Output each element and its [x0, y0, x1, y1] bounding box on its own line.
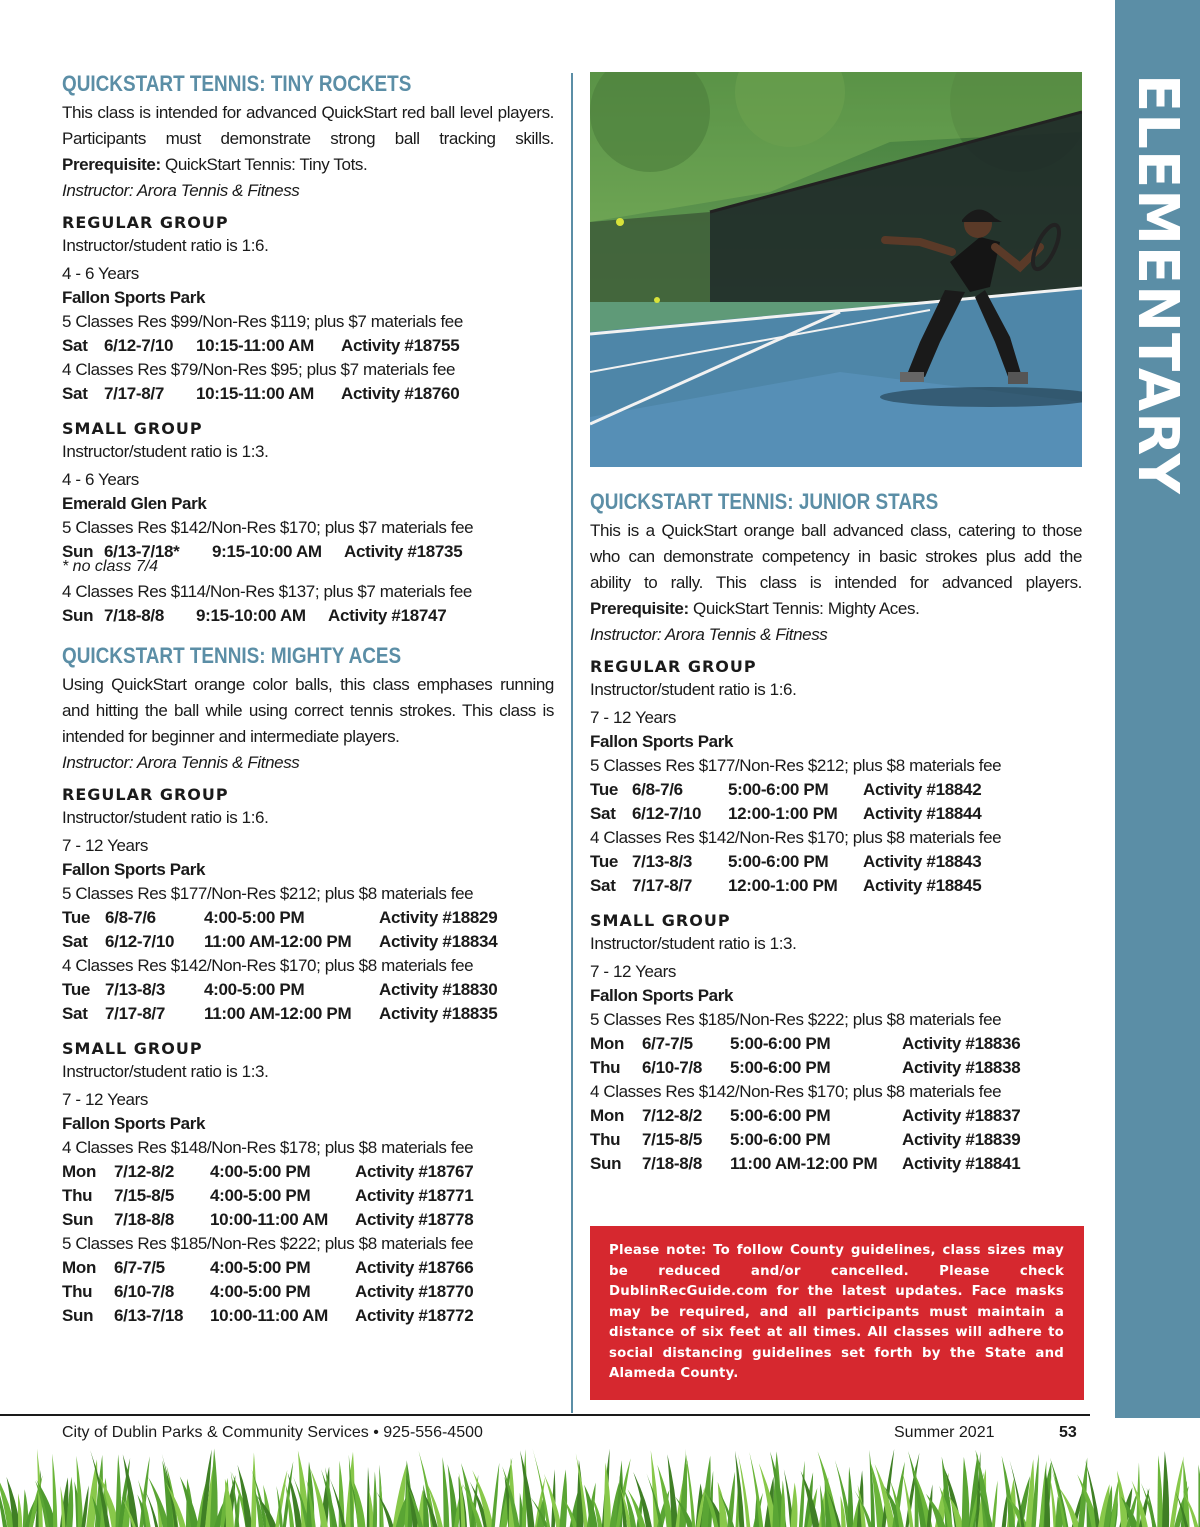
schedule-day: Mon — [62, 1162, 97, 1181]
column-divider — [571, 73, 573, 1413]
grass-decoration — [0, 1448, 1200, 1527]
tiny-rockets-instructor: Instructor: Arora Tennis & Fitness — [62, 181, 300, 200]
schedule-row — [590, 778, 1082, 802]
schedule-day: Thu — [590, 1130, 621, 1149]
schedule-dates: 7/17-8/7 — [105, 1004, 165, 1023]
schedule-day: Thu — [590, 1058, 621, 1077]
tiny-rockets-description — [62, 100, 554, 178]
grass-blade — [377, 1492, 394, 1527]
tiny-rockets-small-fee1: 5 Classes Res $142/Non-Res $170; plus $7 materials fee — [62, 518, 474, 537]
grass-blade — [251, 1453, 256, 1527]
schedule-time: 11:00 AM-12:00 PM — [730, 1154, 878, 1173]
schedule-day: Mon — [62, 1258, 97, 1277]
grass-blade — [18, 1493, 22, 1527]
schedule-dates: 7/18-8/8 — [114, 1210, 174, 1229]
tiny-rockets-small-heading: SMALL GROUP — [62, 419, 203, 438]
schedule-day: Mon — [590, 1034, 625, 1053]
schedule-activity: Activity #18830 — [379, 980, 498, 999]
fee-line: 4 Classes Res $79/Non-Res $95; plus $7 materials fee — [62, 360, 456, 379]
schedule-activity: Activity #18747 — [328, 606, 447, 625]
schedule-day: Thu — [62, 1282, 93, 1301]
schedule-row — [62, 382, 554, 406]
junior-stars-prereq-label: Prerequisite: — [590, 599, 689, 618]
schedule-time: 4:00-5:00 PM — [210, 1258, 311, 1277]
schedule-row — [62, 334, 554, 358]
tiny-rockets-small-age: 4 - 6 Years — [62, 470, 139, 489]
schedule-day: Tue — [62, 980, 91, 999]
junior-stars-regular-schedule — [590, 754, 1082, 898]
mighty-aces-title: QUICKSTART TENNIS: MIGHTY ACES — [62, 643, 402, 668]
junior-stars-small-heading: SMALL GROUP — [590, 911, 731, 930]
schedule-dates: 6/7-7/5 — [114, 1258, 165, 1277]
schedule-row — [590, 1032, 1082, 1056]
junior-stars-small-park: Fallon Sports Park — [590, 986, 734, 1005]
tiny-rockets-small-note: * no class 7/4 — [62, 558, 159, 575]
schedule-row — [590, 1152, 1082, 1176]
footer-season: Summer 2021 — [894, 1424, 995, 1441]
schedule-day: Sat — [62, 932, 88, 951]
tiny-rockets-regular-schedule — [62, 310, 554, 406]
fee-line: 5 Classes Res $177/Non-Res $212; plus $8 materials fee — [590, 756, 1002, 775]
schedule-dates: 7/13-8/3 — [105, 980, 165, 999]
junior-stars-regular-park: Fallon Sports Park — [590, 732, 734, 751]
schedule-row — [62, 1002, 554, 1026]
schedule-day: Sat — [62, 336, 88, 355]
schedule-dates: 7/15-8/5 — [642, 1130, 702, 1149]
grass-blade — [848, 1467, 853, 1527]
tiny-rockets-regular-park: Fallon Sports Park — [62, 288, 206, 307]
fee-line: 5 Classes Res $177/Non-Res $212; plus $8 materials fee — [62, 884, 474, 903]
mighty-aces-regular-park: Fallon Sports Park — [62, 860, 206, 879]
schedule-activity: Activity #18838 — [902, 1058, 1021, 1077]
schedule-day: Sat — [62, 1004, 88, 1023]
schedule-time: 10:15-11:00 AM — [196, 384, 315, 403]
schedule-activity: Activity #18735 — [344, 542, 463, 561]
schedule-time: 5:00-6:00 PM — [728, 852, 829, 871]
junior-stars-regular-ratio: Instructor/student ratio is 1:6. — [590, 680, 797, 699]
schedule-dates: 6/10-7/8 — [114, 1282, 174, 1301]
schedule-row — [590, 850, 1082, 874]
schedule-day: Sun — [590, 1154, 622, 1173]
schedule-row — [62, 930, 554, 954]
schedule-activity: Activity #18829 — [379, 908, 498, 927]
side-tab-title: ELEMENTARY — [1125, 74, 1190, 495]
schedule-activity: Activity #18771 — [355, 1186, 474, 1205]
schedule-dates: 6/12-7/10 — [632, 804, 702, 823]
schedule-activity: Activity #18839 — [902, 1130, 1021, 1149]
schedule-time: 12:00-1:00 PM — [728, 876, 838, 895]
schedule-day: Tue — [62, 908, 91, 927]
fee-line: 4 Classes Res $148/Non-Res $178; plus $8 materials fee — [62, 1138, 474, 1157]
left-column — [62, 70, 554, 1328]
schedule-activity: Activity #18837 — [902, 1106, 1021, 1125]
tiny-rockets-regular-ratio: Instructor/student ratio is 1:6. — [62, 236, 269, 255]
junior-stars-small-schedule — [590, 1008, 1082, 1176]
grass-blade — [1002, 1495, 1007, 1527]
schedule-dates: 6/13-7/18 — [114, 1306, 184, 1325]
fee-line: 4 Classes Res $142/Non-Res $170; plus $8 materials fee — [590, 828, 1002, 847]
schedule-day: Thu — [62, 1186, 93, 1205]
junior-stars-description — [590, 518, 1082, 622]
schedule-day: Tue — [590, 852, 619, 871]
junior-stars-regular-heading: REGULAR GROUP — [590, 657, 757, 676]
schedule-activity: Activity #18836 — [902, 1034, 1021, 1053]
schedule-time: 4:00-5:00 PM — [210, 1282, 311, 1301]
fee-line: 5 Classes Res $185/Non-Res $222; plus $8 materials fee — [590, 1010, 1002, 1029]
schedule-time: 10:15-11:00 AM — [196, 336, 315, 355]
covid-notice-box: Please note: To follow County guidelines, class sizes may be reduced and/or cancelled. Please check DublinRecGuide.com for the latest updates. Face masks may be required, and all participants must maintain a distance of six feet at all times. All classes will adhere to social distancing guidelines set forth by the State and Alameda County. — [590, 1226, 1084, 1400]
schedule-row — [62, 1184, 554, 1208]
schedule-dates: 7/12-8/2 — [114, 1162, 174, 1181]
grass-blade — [1147, 1488, 1156, 1527]
schedule-row — [62, 604, 554, 628]
junior-stars-small-ratio: Instructor/student ratio is 1:3. — [590, 934, 797, 953]
schedule-activity: Activity #18772 — [355, 1306, 474, 1325]
schedule-time: 11:00 AM-12:00 PM — [204, 1004, 352, 1023]
schedule-day: Sat — [590, 876, 616, 895]
schedule-activity: Activity #18844 — [863, 804, 982, 823]
schedule-activity: Activity #18760 — [341, 384, 460, 403]
schedule-time: 5:00-6:00 PM — [730, 1130, 831, 1149]
tiny-rockets-prereq-label: Prerequisite: — [62, 155, 161, 174]
schedule-activity: Activity #18770 — [355, 1282, 474, 1301]
schedule-dates: 6/8-7/6 — [632, 780, 683, 799]
schedule-day: Sat — [62, 384, 88, 403]
schedule-day: Sun — [62, 542, 94, 561]
schedule-day: Sat — [590, 804, 616, 823]
fee-line: 5 Classes Res $99/Non-Res $119; plus $7 materials fee — [62, 312, 463, 331]
right-column — [590, 488, 1082, 1176]
schedule-time: 10:00-11:00 AM — [210, 1210, 329, 1229]
schedule-time: 10:00-11:00 AM — [210, 1306, 329, 1325]
schedule-activity: Activity #18834 — [379, 932, 498, 951]
junior-stars-title: QUICKSTART TENNIS: JUNIOR STARS — [590, 489, 939, 514]
grass-blade — [1157, 1455, 1163, 1527]
grass-blade — [992, 1480, 998, 1527]
schedule-time: 9:15-10:00 AM — [196, 606, 306, 625]
schedule-dates: 6/13-7/18* — [104, 542, 180, 561]
grass-blade — [790, 1482, 797, 1527]
junior-stars-desc-text: This is a QuickStart orange ball advanced class, catering to those who can demonstrate competency in basic strokes plus add the ability to rally. This class is intended for advanced players. — [590, 521, 1082, 592]
schedule-activity: Activity #18841 — [902, 1154, 1021, 1173]
grass-blade — [491, 1463, 499, 1527]
schedule-row — [62, 906, 554, 930]
junior-stars-regular-age: 7 - 12 Years — [590, 708, 676, 727]
mighty-aces-regular-age: 7 - 12 Years — [62, 836, 148, 855]
tennis-player-photo — [590, 72, 1082, 467]
junior-stars-instructor: Instructor: Arora Tennis & Fitness — [590, 625, 828, 644]
footer-organization: City of Dublin Parks & Community Services • 925-556-4500 — [62, 1424, 483, 1441]
schedule-time: 4:00-5:00 PM — [204, 980, 305, 999]
tiny-rockets-small-ratio: Instructor/student ratio is 1:3. — [62, 442, 269, 461]
schedule-time: 9:15-10:00 AM — [212, 542, 322, 561]
schedule-row — [62, 1304, 554, 1328]
footer-rule — [0, 1414, 1090, 1416]
schedule-dates: 7/18-8/8 — [642, 1154, 702, 1173]
mighty-aces-regular-ratio: Instructor/student ratio is 1:6. — [62, 808, 269, 827]
schedule-dates: 6/10-7/8 — [642, 1058, 702, 1077]
tiny-rockets-regular-heading: REGULAR GROUP — [62, 213, 229, 232]
schedule-activity: Activity #18755 — [341, 336, 460, 355]
schedule-row — [62, 1160, 554, 1184]
schedule-activity: Activity #18845 — [863, 876, 982, 895]
mighty-aces-small-age: 7 - 12 Years — [62, 1090, 148, 1109]
schedule-row — [62, 1280, 554, 1304]
schedule-dates: 7/17-8/7 — [104, 384, 164, 403]
tiny-rockets-title: QUICKSTART TENNIS: TINY ROCKETS — [62, 71, 412, 96]
schedule-row — [62, 978, 554, 1002]
junior-stars-small-age: 7 - 12 Years — [590, 962, 676, 981]
schedule-dates: 7/13-8/3 — [632, 852, 692, 871]
mighty-aces-regular-schedule — [62, 882, 554, 1026]
tiny-rockets-small-fee2: 4 Classes Res $114/Non-Res $137; plus $7 materials fee — [62, 582, 472, 601]
schedule-activity: Activity #18842 — [863, 780, 982, 799]
junior-stars-prereq-text: QuickStart Tennis: Mighty Aces. — [688, 599, 920, 618]
schedule-row — [62, 1256, 554, 1280]
schedule-dates: 7/12-8/2 — [642, 1106, 702, 1125]
schedule-time: 4:00-5:00 PM — [210, 1186, 311, 1205]
schedule-time: 4:00-5:00 PM — [210, 1162, 311, 1181]
mighty-aces-small-ratio: Instructor/student ratio is 1:3. — [62, 1062, 269, 1081]
schedule-row — [590, 874, 1082, 898]
grass-blade — [373, 1471, 377, 1527]
grass-blade — [962, 1457, 970, 1527]
schedule-day: Sun — [62, 606, 94, 625]
schedule-dates: 7/15-8/5 — [114, 1186, 174, 1205]
schedule-time: 5:00-6:00 PM — [730, 1034, 831, 1053]
schedule-row — [590, 1056, 1082, 1080]
schedule-day: Sun — [62, 1306, 94, 1325]
mighty-aces-small-park: Fallon Sports Park — [62, 1114, 206, 1133]
mighty-aces-small-heading: SMALL GROUP — [62, 1039, 203, 1058]
schedule-row — [590, 1104, 1082, 1128]
schedule-row — [62, 1208, 554, 1232]
schedule-day: Mon — [590, 1106, 625, 1125]
fee-line: 4 Classes Res $142/Non-Res $170; plus $8 materials fee — [590, 1082, 1002, 1101]
fee-line: 5 Classes Res $185/Non-Res $222; plus $8 materials fee — [62, 1234, 474, 1253]
schedule-row — [590, 1128, 1082, 1152]
schedule-time: 5:00-6:00 PM — [728, 780, 829, 799]
schedule-dates: 7/18-8/8 — [104, 606, 164, 625]
tiny-rockets-small-park: Emerald Glen Park — [62, 494, 207, 513]
tiny-rockets-prereq-text: QuickStart Tennis: Tiny Tots. — [160, 155, 368, 174]
mighty-aces-small-schedule — [62, 1136, 554, 1328]
grass-blade — [559, 1469, 567, 1527]
schedule-dates: 6/12-7/10 — [105, 932, 175, 951]
grass-blade — [799, 1461, 805, 1527]
schedule-day: Sun — [62, 1210, 94, 1229]
schedule-dates: 7/17-8/7 — [632, 876, 692, 895]
tiny-rockets-regular-age: 4 - 6 Years — [62, 264, 139, 283]
schedule-activity: Activity #18843 — [863, 852, 982, 871]
mighty-aces-description: Using QuickStart orange color balls, this class emphases running and hitting the ball while using correct tennis strokes. This class is intended for beginner and intermediate players. — [62, 675, 554, 746]
schedule-activity: Activity #18767 — [355, 1162, 474, 1181]
grass-blade — [1162, 1451, 1169, 1527]
schedule-row — [590, 802, 1082, 826]
schedule-time: 11:00 AM-12:00 PM — [204, 932, 352, 951]
tiny-rockets-desc-text: This class is intended for advanced QuickStart red ball level players. Participants must demonstrate strong ball tracking skills. — [62, 103, 554, 148]
schedule-dates: 6/12-7/10 — [104, 336, 174, 355]
schedule-day: Tue — [590, 780, 619, 799]
schedule-time: 12:00-1:00 PM — [728, 804, 838, 823]
schedule-activity: Activity #18778 — [355, 1210, 474, 1229]
schedule-time: 5:00-6:00 PM — [730, 1106, 831, 1125]
mighty-aces-instructor: Instructor: Arora Tennis & Fitness — [62, 753, 300, 772]
mighty-aces-regular-heading: REGULAR GROUP — [62, 785, 229, 804]
fee-line: 4 Classes Res $142/Non-Res $170; plus $8 materials fee — [62, 956, 474, 975]
footer-page-number: 53 — [1059, 1424, 1077, 1441]
schedule-dates: 6/7-7/5 — [642, 1034, 693, 1053]
schedule-time: 4:00-5:00 PM — [204, 908, 305, 927]
schedule-time: 5:00-6:00 PM — [730, 1058, 831, 1077]
schedule-dates: 6/8-7/6 — [105, 908, 156, 927]
schedule-activity: Activity #18766 — [355, 1258, 474, 1277]
schedule-activity: Activity #18835 — [379, 1004, 498, 1023]
